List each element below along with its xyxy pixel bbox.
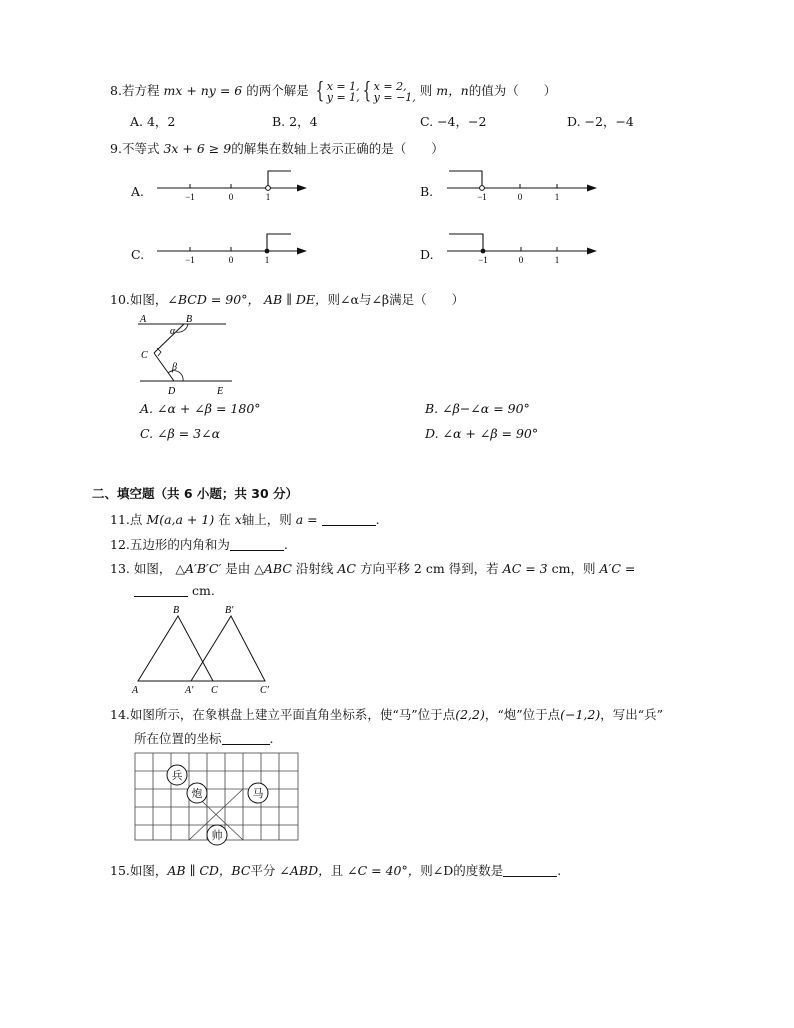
q13-ask: A′C =	[599, 561, 636, 576]
q10-figure	[132, 310, 242, 398]
q11-pre: 点	[129, 512, 143, 527]
q13-text-2: 是由	[225, 561, 251, 576]
tick-label: −1	[478, 255, 488, 265]
q8-system-2: { x = 2, y = −1,	[362, 79, 416, 104]
q15-number: 15.	[110, 863, 130, 878]
q8-option-c[interactable]: C. −4，−2	[420, 114, 487, 129]
q13-condition: AC = 3	[502, 561, 548, 576]
q13-text-4: 方向平移 2 cm 得到，若	[359, 561, 499, 576]
q14-post: ，写出“兵”	[600, 707, 663, 722]
q14-stem	[110, 705, 663, 723]
q15-mid: 平分	[250, 863, 276, 878]
q14-end: .	[269, 731, 274, 746]
q8-option-a[interactable]: A. 4，2	[130, 114, 176, 129]
q9-post: 的解集在数轴上表示正确的是（ ）	[231, 141, 444, 156]
q8-sys2-row2: y = −1,	[373, 90, 416, 104]
q10-option-d[interactable]: D. ∠α + ∠β = 90°	[425, 426, 539, 441]
q11-stem	[110, 510, 380, 528]
q14-mid: ，“炮”位于点	[484, 707, 561, 722]
angle-beta-label: β	[172, 362, 177, 373]
q8-system-1: { x = 1, y = 1,	[315, 79, 360, 104]
q14-point-2: (−1,2)	[560, 707, 601, 722]
q13-unit: cm.	[191, 583, 215, 598]
q8-stem	[110, 80, 556, 102]
q15-cond-3: ∠C = 40°，	[347, 863, 421, 878]
q15-pre: 如图，	[129, 863, 168, 878]
q13-answer-blank[interactable]	[134, 584, 188, 597]
q11-post: 轴上，则	[241, 512, 292, 527]
q9-number: 9.	[110, 141, 122, 156]
tick-label: −1	[185, 192, 195, 202]
q13-triangle-1: △A′B′C′	[175, 561, 222, 576]
point-b-prime-label: B′	[225, 605, 234, 616]
q10-post: 则∠α与∠β满足（ ）	[327, 292, 465, 307]
point-d-label: D	[168, 386, 176, 397]
q10-option-a[interactable]: A. ∠α + ∠β = 180°	[140, 401, 261, 416]
q13-text-5: cm，则	[551, 561, 596, 576]
q8-end: 的值为（ ）	[468, 83, 557, 98]
q8-vars: m，n	[436, 83, 469, 98]
q11-mid: 在	[218, 512, 231, 527]
q9-number-line-b[interactable]	[445, 166, 605, 206]
q9-number-line-c[interactable]	[155, 229, 315, 269]
tick-label: 0	[228, 192, 234, 202]
point-e-label: E	[217, 386, 224, 397]
q13-text-3: 沿射线	[295, 561, 334, 576]
angle-alpha-label: α	[170, 326, 176, 337]
q11-end: .	[375, 512, 380, 527]
q9-label-b[interactable]: B.	[420, 184, 434, 199]
q12-end: .	[283, 537, 288, 552]
q14-chessboard	[130, 748, 310, 848]
tick-label: 0	[517, 192, 523, 202]
q8-equation: mx + ny = 6	[163, 83, 243, 98]
tick-label: 1	[265, 192, 271, 202]
q13-stem	[110, 559, 635, 577]
q14-text-2: 所在位置的坐标	[134, 731, 222, 746]
q8-number: 8.	[110, 83, 122, 98]
q8-sys1-row2: y = 1,	[326, 90, 360, 104]
q13-figure	[128, 602, 278, 696]
q14-number: 14.	[110, 707, 130, 722]
tick-label: 1	[554, 192, 560, 202]
q11-var: a =	[295, 512, 318, 527]
q9-label-d[interactable]: D.	[420, 247, 434, 262]
section-title: 二、填空题（共 6 小题；共 30 分）	[92, 486, 299, 501]
piece-cannon: 炮	[191, 788, 203, 800]
q9-number-line-d[interactable]	[445, 229, 605, 269]
q11-point: M(a,a + 1)	[146, 512, 215, 527]
tick-label: −1	[477, 192, 487, 202]
q9-number-line-a[interactable]	[155, 166, 315, 206]
point-b-label: B	[173, 605, 180, 616]
q10-number: 10.	[110, 292, 130, 307]
q10-cond-2: AB ∥ DE，	[263, 292, 328, 307]
q13-triangle-2: △ABC	[254, 561, 292, 576]
q15-mid-2: 且	[330, 863, 344, 878]
point-c-label: C	[141, 350, 148, 361]
q14-point-1: (2,2)	[455, 707, 485, 722]
q11-axis: x	[234, 512, 242, 527]
q13-number: 13.	[110, 561, 130, 576]
point-c-label: C	[211, 685, 218, 696]
q8-option-d[interactable]: D. −2，−4	[567, 114, 634, 129]
q8-option-b[interactable]: B. 2，4	[272, 114, 318, 129]
q8-mid: 的两个解是	[246, 83, 309, 98]
q11-number: 11.	[110, 512, 130, 527]
q15-cond-2: ∠ABD，	[279, 863, 331, 878]
q15-end: .	[557, 863, 562, 878]
tick-label: 1	[554, 255, 560, 265]
q12-text: 五边形的内角和为	[129, 537, 230, 552]
q15-post: 则∠D的度数是	[420, 863, 504, 878]
q12-answer-blank[interactable]	[230, 538, 284, 551]
q14-answer-blank[interactable]	[222, 732, 270, 745]
q9-label-c[interactable]: C.	[131, 247, 145, 262]
q15-answer-blank[interactable]	[503, 864, 557, 877]
q9-stem	[110, 139, 444, 157]
q10-option-b[interactable]: B. ∠β−∠α = 90°	[425, 401, 530, 416]
tick-label: 1	[264, 255, 270, 265]
point-c-prime-label: C′	[260, 685, 269, 696]
point-a-label: A	[140, 314, 147, 325]
tick-label: 0	[228, 255, 234, 265]
q10-pre: 如图，	[129, 292, 168, 307]
q15-cond-1: AB ∥ CD，BC	[167, 863, 251, 878]
q8-pre: 若方程	[121, 83, 160, 98]
q9-pre: 不等式	[121, 141, 160, 156]
q8-post: 则	[419, 83, 433, 98]
point-b-label: B	[186, 314, 193, 325]
q12-number: 12.	[110, 537, 130, 552]
point-a-prime-label: A′	[185, 685, 194, 696]
piece-general: 帅	[211, 830, 223, 842]
q12-stem	[110, 535, 288, 553]
q8-sys1-row1: x = 1,	[326, 79, 360, 93]
q10-stem	[110, 290, 464, 308]
q13-ray: AC	[337, 561, 356, 576]
q14-line-2	[134, 729, 274, 747]
q10-cond-1: ∠BCD = 90°，	[167, 292, 260, 307]
q13-text-1: 如图，	[133, 561, 172, 576]
q8-sys2-row1: x = 2,	[373, 79, 407, 93]
piece-soldier: 兵	[171, 770, 183, 782]
piece-horse: 马	[252, 788, 264, 800]
q13-answer-line	[134, 583, 215, 598]
point-a-label: A	[132, 685, 139, 696]
q9-inequality: 3x + 6 ≥ 9	[163, 141, 232, 156]
tick-label: −1	[185, 255, 195, 265]
q14-text-1: 如图所示，在象棋盘上建立平面直角坐标系，使“马”位于点	[129, 707, 456, 722]
q10-option-c[interactable]: C. ∠β = 3∠α	[140, 426, 221, 441]
q11-answer-blank[interactable]	[322, 513, 376, 526]
q9-label-a[interactable]: A.	[131, 184, 145, 199]
q15-stem	[110, 861, 561, 879]
tick-label: 0	[518, 255, 524, 265]
